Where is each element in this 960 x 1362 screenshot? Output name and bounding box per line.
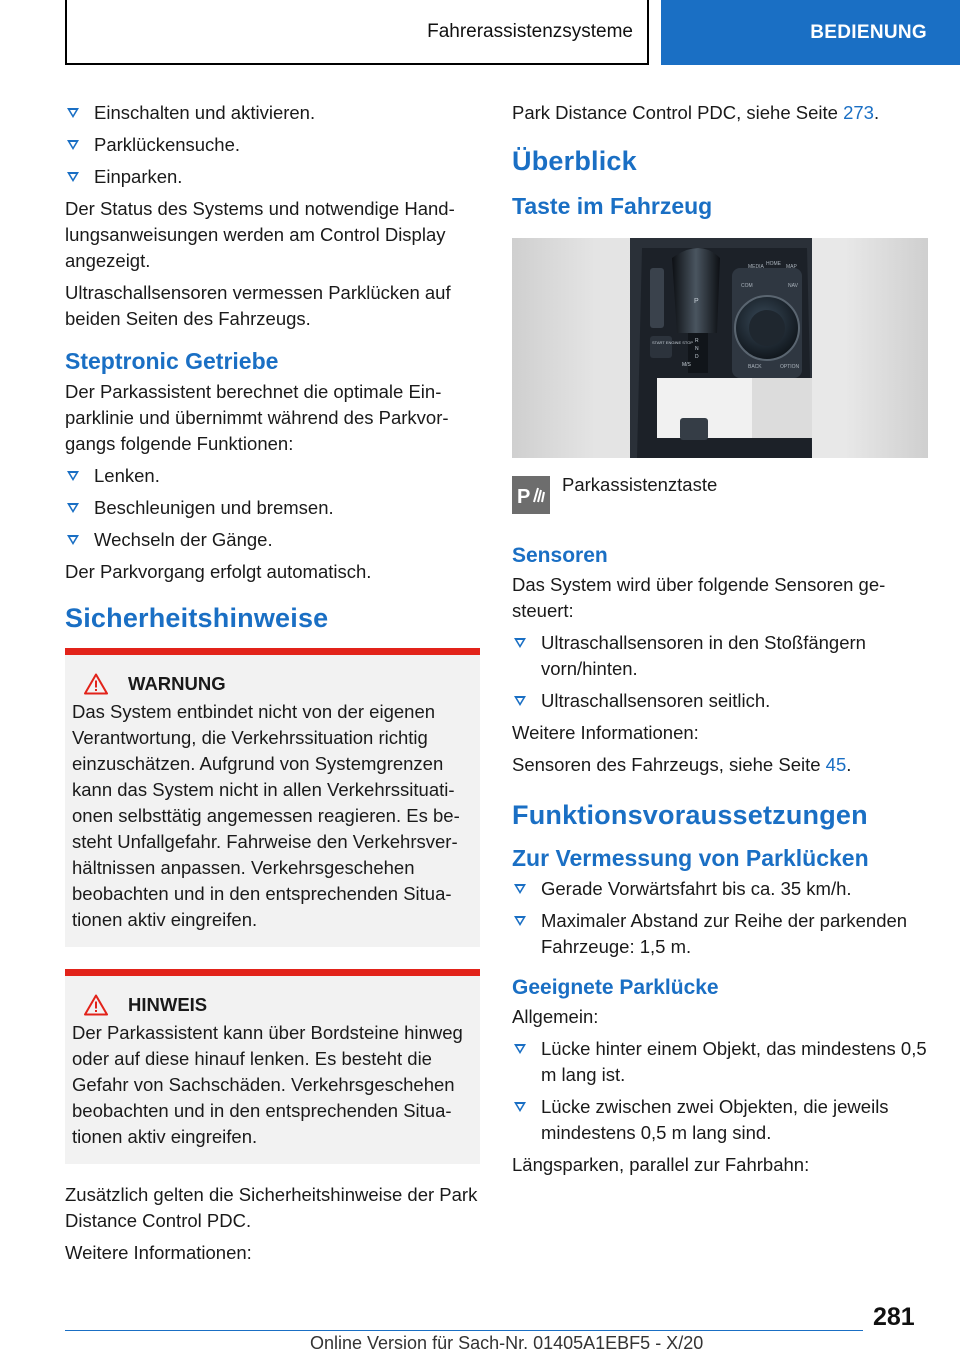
heading-steptronic: Steptronic Getriebe <box>65 348 279 374</box>
list-item: Einschalten und aktivieren. <box>65 100 480 126</box>
triangle-bullet-icon <box>514 916 526 926</box>
paragraph-parking-assistant: Der Parkassistent berechnet die optimale Einparklinie und übernimmt während des Parkvorgangs folgende Funktionen: <box>65 381 449 454</box>
list-item: Beschleunigen und bremsen. <box>65 495 480 521</box>
paragraph-more-info-right: Weitere Informationen: <box>512 722 699 743</box>
parking-assistant-button-icon <box>512 476 550 514</box>
reference-sensors: Sensoren des Fahrzeugs, siehe Seite 45. <box>512 754 852 775</box>
bullet-list-sensors <box>512 630 928 714</box>
paragraph-sensors: Das System wird über folgende Sensoren gesteuert: <box>512 574 886 621</box>
button-legend <box>512 476 928 514</box>
footer-divider <box>65 1330 863 1331</box>
page-link-45[interactable]: 45 <box>825 754 847 775</box>
list-item: Parklückensuche. <box>65 132 480 158</box>
notice-header <box>72 994 472 1016</box>
photo-label: R <box>695 338 699 344</box>
heading-safety: Sicherheitshinweise <box>65 603 329 633</box>
heading-overview: Überblick <box>512 146 637 176</box>
heading-measure: Zur Vermessung von Parklücken <box>512 845 869 871</box>
paragraph-status: Der Status des Systems und notwendige Handlungsanweisungen werden am Control Display angezeigt. <box>65 198 455 271</box>
triangle-bullet-icon <box>514 638 526 648</box>
right-column <box>512 100 928 1184</box>
bullet-list-general <box>512 1036 928 1146</box>
list-item: Lenken. <box>65 463 480 489</box>
photo-label: COM <box>741 283 753 289</box>
triangle-bullet-icon <box>514 696 526 706</box>
triangle-bullet-icon <box>514 1044 526 1054</box>
warning-triangle-icon <box>84 994 108 1016</box>
page-number: 281 <box>873 1303 915 1331</box>
photo-label: BACK <box>748 364 762 370</box>
list-item: Einparken. <box>65 164 480 190</box>
paragraph-automatic: Der Parkvorgang erfolgt automatisch. <box>65 561 372 582</box>
warning-title: WARNUNG <box>128 673 226 694</box>
notice-box <box>65 969 480 1164</box>
triangle-bullet-icon <box>67 108 79 118</box>
bullet-list-functions <box>65 100 480 190</box>
warning-header <box>72 673 472 695</box>
left-column <box>65 100 480 1272</box>
heading-sensors: Sensoren <box>512 544 608 567</box>
list-item: Lücke zwischen zwei Objekten, die jeweils mindestens 0,5 m lang sind. <box>512 1094 928 1146</box>
svg-text:P: P <box>517 486 531 508</box>
heading-conditions: Funktionsvoraussetzungen <box>512 800 868 830</box>
photo-label: D <box>695 354 699 360</box>
warning-triangle-icon <box>84 673 108 695</box>
photo-label: M/S <box>682 362 691 368</box>
center-console-photo <box>512 238 928 458</box>
notice-title: HINWEIS <box>128 994 208 1015</box>
list-item: Ultraschallsensoren in den Stoßfängern vorn/hinten. <box>512 630 928 682</box>
list-item: Maximaler Abstand zur Reihe der parkenden Fahrzeuge: 1,5 m. <box>512 908 928 960</box>
photo-label: NAV <box>788 283 798 289</box>
photo-label: HOME <box>766 261 781 267</box>
heading-button-in-vehicle: Taste im Fahrzeug <box>512 193 713 219</box>
paragraph-general: Allgemein: <box>512 1006 599 1027</box>
header-chapter-tab[interactable]: BEDIENUNG <box>661 0 960 65</box>
bullet-list-measure <box>512 876 928 960</box>
page-link-273[interactable]: 273 <box>843 102 874 123</box>
paragraph-more-info: Weitere Informationen: <box>65 1242 252 1263</box>
list-item: Wechseln der Gänge. <box>65 527 480 553</box>
photo-label: MEDIA <box>748 264 764 270</box>
list-item: Gerade Vorwärtsfahrt bis ca. 35 km/h. <box>512 876 928 902</box>
warning-box <box>65 648 480 947</box>
triangle-bullet-icon <box>67 172 79 182</box>
paragraph-ultrasonic: Ultraschallsensoren vermessen Parklücken auf beiden Seiten des Fahrzeugs. <box>65 282 451 329</box>
photo-label: OPTION <box>780 364 800 370</box>
photo-label: START ENGINE STOP <box>652 340 694 345</box>
triangle-bullet-icon <box>514 884 526 894</box>
heading-suitable-space: Geeignete Parklücke <box>512 976 719 999</box>
photo-label: N <box>695 346 699 352</box>
reference-pdc: Park Distance Control PDC, siehe Seite 273. <box>512 102 880 123</box>
list-item: Lücke hinter einem Objekt, das mindestens 0,5 m lang ist. <box>512 1036 928 1088</box>
header-section-title: Fahrerassistenzsysteme <box>65 0 649 65</box>
footer-online-version: Online Version für Sach-Nr. 01405A1EBF5 - X/20 <box>310 1333 704 1353</box>
triangle-bullet-icon <box>67 535 79 545</box>
triangle-bullet-icon <box>514 1102 526 1112</box>
warning-text: Das System entbindet nicht von der eigenen Verantwortung, die Verkehrssituation richtig einzuschätzen. Aufgrund von Systemgrenzen kann das System nicht in allen Verkehrssituationen selbsttätig angemessen reagieren. Es besteht Unfallgefahr. Fahrweise den Verkehrsverhältnissen anpassen. Verkehrsgeschehen beobachten und in den entsprechenden Situationen aktiv eingreifen. <box>72 701 460 930</box>
photo-label: P <box>694 298 699 305</box>
bullet-list-tasks <box>65 463 480 553</box>
notice-text: Der Parkassistent kann über Bordsteine hinweg oder auf diese hinauf lenken. Es besteht die Gefahr von Sachschäden. Verkehrsgeschehen beobachten und in den entsprechenden Situationen aktiv eingreifen. <box>72 1022 463 1147</box>
paragraph-parallel: Längsparken, parallel zur Fahrbahn: <box>512 1154 810 1175</box>
paragraph-additional-safety: Zusätzlich gelten die Sicherheitshinweise der Park Distance Control PDC. <box>65 1184 478 1231</box>
triangle-bullet-icon <box>67 140 79 150</box>
triangle-bullet-icon <box>67 503 79 513</box>
photo-label: MAP <box>786 264 797 270</box>
triangle-bullet-icon <box>67 471 79 481</box>
button-legend-label: Parkassistenztaste <box>562 474 718 495</box>
list-item: Ultraschallsensoren seitlich. <box>512 688 928 714</box>
